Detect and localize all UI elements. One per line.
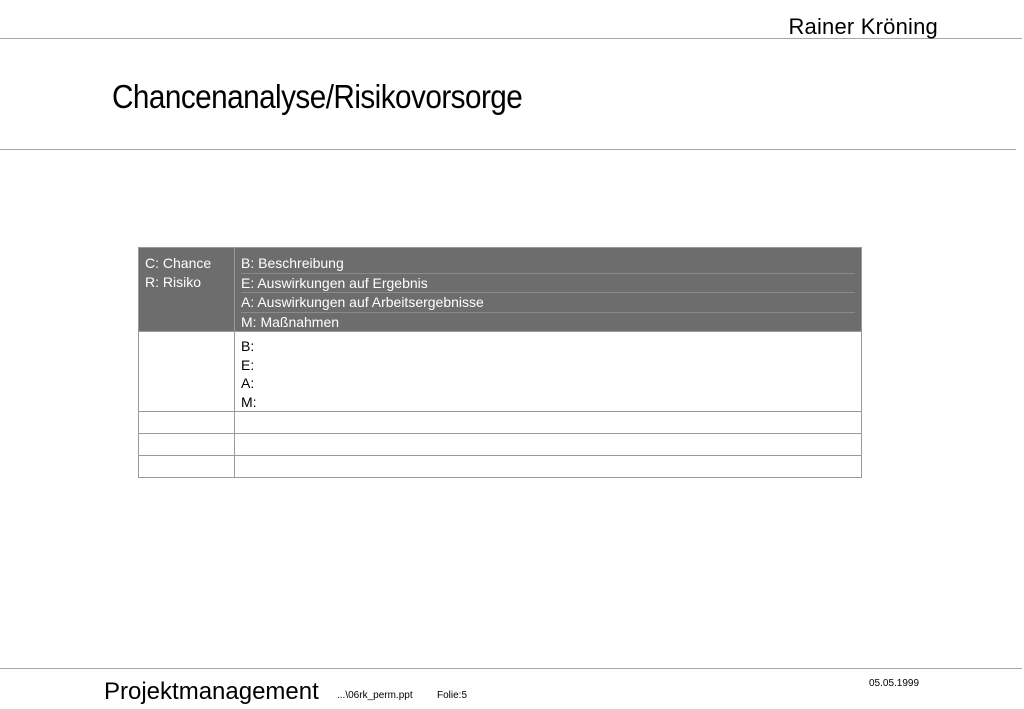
slide-title: Chancenanalyse/Risikovorsorge (112, 78, 523, 115)
header-cell-description (235, 248, 862, 332)
table-cell (235, 434, 862, 456)
header-line-massnahmen: M: Maßnahmen (241, 313, 340, 330)
risk-analysis-table (138, 247, 862, 478)
table-row (139, 332, 862, 412)
table-row-empty (139, 456, 862, 478)
footer-slide-number: Folie:5 (437, 690, 468, 701)
table-cell-type (139, 332, 235, 412)
header-bottom-rule (0, 149, 1016, 150)
header-line-arbeitsergebnisse: A: Auswirkungen auf Arbeitsergebnisse (241, 293, 855, 313)
field-label-a: A: (241, 375, 255, 391)
field-label-e: E: (241, 356, 255, 373)
header-line-risiko: R: Risiko (145, 273, 202, 290)
table-cell (235, 412, 862, 434)
footer-rule (0, 668, 1022, 669)
table-cell-description (235, 332, 862, 412)
footer-date: 05.05.1999 (869, 678, 920, 689)
author-name: Rainer Kröning (788, 14, 938, 39)
table-cell (139, 456, 235, 478)
header-line-beschreibung: B: Beschreibung (241, 254, 855, 274)
field-label-m: M: (241, 393, 257, 410)
header-line-chance: C: Chance (145, 255, 212, 271)
header-cell-type (139, 248, 235, 332)
table-row-empty (139, 434, 862, 456)
table-row-empty (139, 412, 862, 434)
field-label-b: B: (241, 338, 255, 354)
table-cell (235, 456, 862, 478)
footer-file-name: ...\06rk_perm.ppt (337, 690, 413, 701)
table-cell (139, 412, 235, 434)
footer-title: Projektmanagement (104, 678, 319, 705)
header-line-ergebnis: E: Auswirkungen auf Ergebnis (241, 274, 855, 294)
table-header-row (139, 248, 862, 332)
table-cell (139, 434, 235, 456)
